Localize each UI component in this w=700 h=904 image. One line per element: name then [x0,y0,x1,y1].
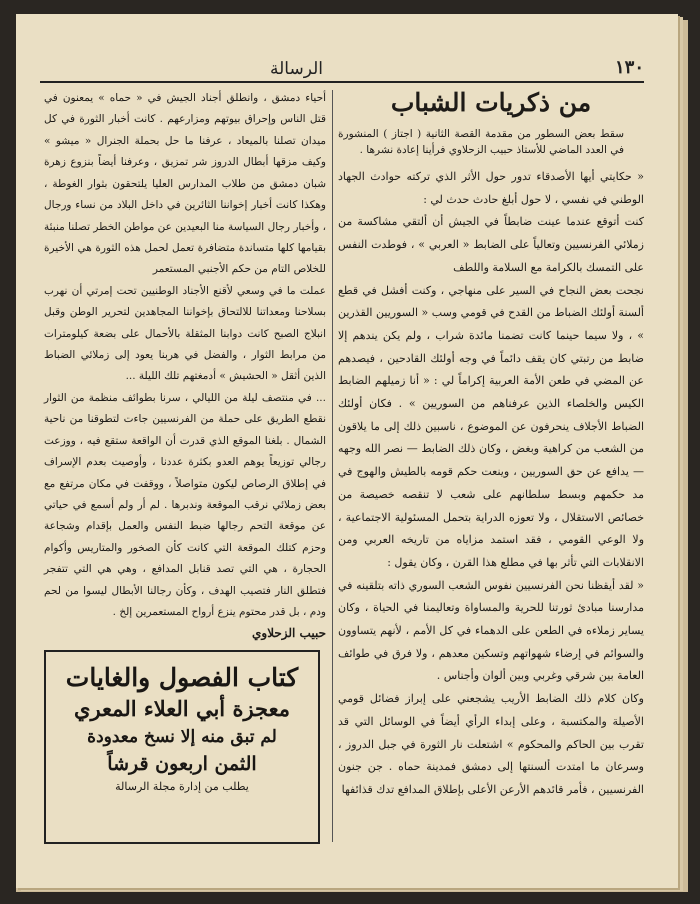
ad-subtitle: معجزة أبي العلاء المعري [74,696,290,721]
article-title: من ذكريات الشباب [390,88,592,117]
author-signature [44,626,326,640]
article-intro: سقط بعض السطور من مقدمة القصة الثانية ( اجتاز ) المنشورة في العدد الماضي للأستاذ حبيب الزحلاوي فرأينا إعادة نشرها . [338,128,624,156]
book-advertisement [44,650,320,844]
article-right-column [338,88,644,802]
article-paragraph: نجحت بعض النجاح في السير على منهاجي ، وكنت أفشل في قطع ألسنة أولئك الضباط من القدح في قومي وسب « السوريين القذرين » ، ولا سيما حينما كانت تضمنا مائدة شراب ، ولم يكن يندهم إلا ضابط من رتبتي كان يقف دائماً في وجه أولئك القادحين ، فيصدهم عن المضي في طعن الأمة العربية إكراماً لي : « أنا زميلهم الضابط الكيس والخلصاء الذين عرفناهم من السوريين » . فكان أولئك الضباط الأجلاف ينحرفون عن الموضوع ، ناسبين ذلك إلى ما يلاقون من الشعب من كراهية وبغض ، وكان ذلك الضابط — نصر الله وجهه — يدافع عن حق السوريين ، وينعت حكم قومه بالطيش والهوج في مد حكمهم وبسط سلطانهم على شعب لا تنقصه خصيصة من خصائص الاستقلال ، ولا تعوزه الدراية بتحمل المسئولية الاجتماعية ، ولا الوعي القومي ، فقد استمد مزاياه من تاريخه العربي ومن الانقلابات التي تأثر بها في مطلع هذا القرن ، وكان يقول : [338,283,644,569]
signature-text: حبيب الزحلاوي [252,625,326,640]
column-divider [332,90,333,842]
article-paragraph: ... في منتصف ليلة من الليالي ، سرنا بطوائف منظمة من الثوار نقطع الطريق على حملة من الفرنسيين جاءت لتطوقنا من ناحية الشمال . بلغنا الموقع الذي قدرت أن الواقعة ستقع فيه ، ووزعت رجالي توزيعاً يوهم العدو بكثرة عددنا ، وأوصيت بعدم الإسراف في إطلاق الرصاص ليكون متواصلاً ، ووقفت في مكان مرتفع مع بعض زملائي نرقب الموقعة وندبرها . لم أر ولم أسمع في حياتي عن موقعة التحم رجالها ضبط النفس والعمل بإقدام وشجاعة وحزم كتلك الموقعة التي كانت كأن الصخور والمتاريس وأكوام الحجارة ، هي التي تصد قنابل المدافع ، وهي هي التي تتفجر فتطلق النار فتصيب الهدف ، وكأن رجالنا الأبطال ليسوا من لحم ودم ، بل قدر محتوم ينزع أرواح المستعمرين إلخ . [44,391,326,619]
article-paragraph: أحياء دمشق ، وانطلق أجناد الجيش في « حماه » يمعنون في قتل الناس وإحراق بيوتهم ومزارعهم . كانت أخبار الثورة في كل ميدان تصلنا بالميعاد ، عرفنا ما حل بحملة الجنرال « ميشو » وكيف مزقها أبطال الدروز شر تمزيق ، وعرفنا أيضاً بنزوع زهرة شبان دمشق من طلاب المدارس العليا يلتحقون بثوار الغوطة ، وهكذا كانت أخبار إخواننا الثائرين في داخل البلاد من نساء ورجال ، وأخبار رجال السياسة منا البعيدين عن مواطن الخطر تصلنا منبئة بقيامها كلها متساندة متضافرة تعمل لحمل هذه الثورة هي الأخيرة للخلاص التام من حكم الأجنبي المستعمر [44,92,326,276]
article-paragraph: كنت أتوقع عندما عينت ضابطاً في الجيش أن ألتقي مشاكسة من زملائي الفرنسيين وتعالياً على الضابط « العربي » ، فوطدت النفس على التمسك بالكرامة مع السلامة واللطف [338,215,644,274]
ad-price: الثمن اربعون قرشاً [107,753,257,775]
article-paragraph: عملت ما في وسعي لأقنع الأجناد الوطنيين تحت إمرتي أن نهرب بسلاحنا ومعداتنا للالتحاق بإخواننا المجاهدين لتحرير الوطن وقبل انبلاج الصبح كانت دوابنا المثقلة بالأحمال على بضعة كيلومترات من مرابط الثوار ، والفضل في هربنا يعود إلى زملائي الضباط الذين أثقل « الحشيش » أدمغتهم تلك الليلة ... [44,284,326,383]
magazine-name: الرسالة [270,59,324,79]
article-paragraph: « حكايتي أيها الأصدقاء تدور حول الأثر الذي تركته حوادث الجهاد الوطني في نفسي ، لا حول أبلغ حادث حدث لي : [338,170,644,206]
article-left-column [44,88,326,640]
page-header [40,55,644,83]
ad-book-title: كتاب الفصول والغايات [65,663,299,692]
page-number: ١٣٠ [614,57,644,78]
article-paragraph: وكان كلام ذلك الضابط الأريب يشجعني على إبراز فضائل قومي الأصيلة والمكتسبة ، وعلى إبداء الرأي أيضاً في الوسائل التي قد تقرب بين الحاكم والمحكوم » اشتعلت نار الثورة في جبل الدروز ، وسرعان ما امتدت ألسنتها إلى دمشق فمدينة حماه . جن جنون الفرنسيين ، فأمر قائدهم الأرعن الأعلى بإطلاق المدافع تدك قذائفها [338,692,644,796]
article-paragraph: « لقد أيقظنا نحن الفرنسيين نفوس الشعب السوري ذاته بتلقينه في مدارسنا مبادئ ثورتنا للحرية والمساواة وتعاليمنا في الحياة ، وكان يساير زملاءه في الطعن على الدهماء في كل الأمم ، لأنهم يتساوون والسوائم في إرضاء شهواتهم وتسكين معدهم ، ولا فرق في طوائف العامة بين شرقي وغربي وبين ألوان وأجناس . [338,578,644,683]
ad-availability: لم تبق منه إلا نسخ معدودة [87,727,277,747]
ad-order-info: يطلب من إدارة مجلة الرسالة [115,780,249,793]
